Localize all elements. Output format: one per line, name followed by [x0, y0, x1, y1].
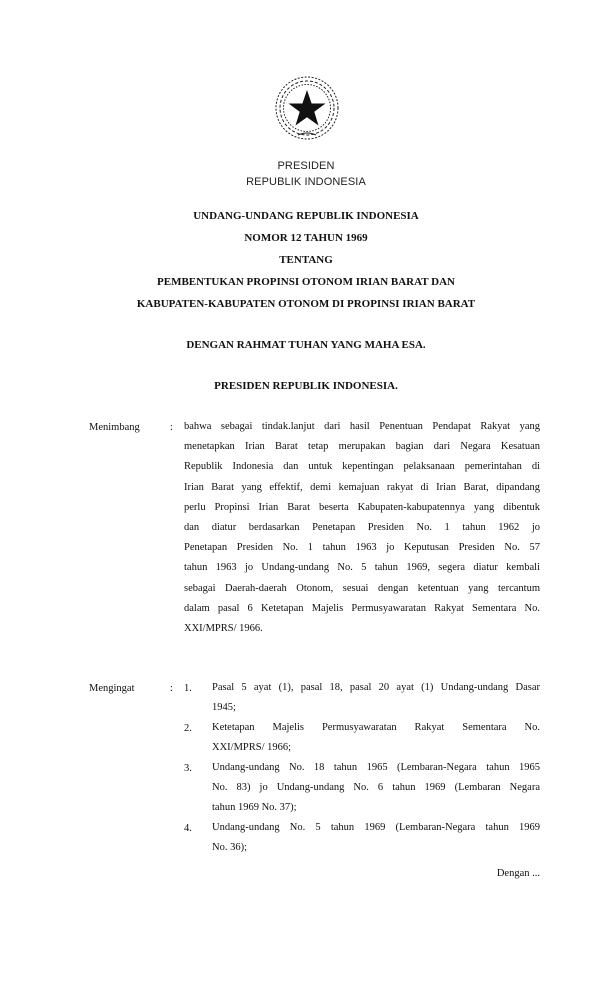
menimbang-line: menetapkan Irian Barat tetap merupakan bagian dari Negara Kesatuan: [184, 441, 540, 453]
mengingat-item: [212, 678, 540, 718]
mengingat-item-number: 4.: [184, 823, 192, 834]
law-subject-line1: PEMBENTUKAN PROPINSI OTONOM IRIAN BARAT DAN: [157, 276, 455, 288]
mengingat-item: [212, 818, 540, 858]
mengingat-item-line: Undang-undang No. 18 tahun 1965 (Lembaran-Negara tahun 1965: [212, 762, 540, 773]
menimbang-paragraph: [184, 417, 540, 639]
menimbang-line: Penetapan Presiden No. 1 tahun 1963 jo Keputusan Presiden No. 57: [184, 542, 540, 554]
law-title: UNDANG-UNDANG REPUBLIK INDONESIA: [193, 210, 419, 222]
menimbang-label: Menimbang: [89, 422, 140, 433]
president-line: PRESIDEN REPUBLIK INDONESIA.: [214, 380, 398, 392]
menimbang-line: perlu Propinsi Irian Barat beserta Kabupaten-kabupatennya yang dibentuk: [184, 501, 540, 513]
mengingat-item-line: No. 83) jo Undang-undang No. 6 tahun 1969 (Lembaran Negara: [212, 782, 540, 794]
mengingat-item-line: No. 36);: [212, 842, 247, 854]
mengingat-colon: :: [170, 683, 173, 694]
header-line-republik: REPUBLIK INDONESIA: [246, 176, 366, 188]
mengingat-item-line: XXI/MPRS/ 1966;: [212, 742, 292, 754]
law-number: NOMOR 12 TAHUN 1969: [244, 232, 368, 244]
menimbang-line: tahun 1963 jo Undang-undang No. 5 tahun 1969, segera diatur kembali: [184, 562, 540, 574]
mengingat-item-line: 1945;: [212, 702, 236, 714]
mengingat-item-line: tahun 1969 No. 37);: [212, 802, 297, 814]
mengingat-item-line: Ketetapan Majelis Permusyawaratan Rakyat Sementara No.: [212, 722, 540, 733]
mengingat-item-line: Undang-undang No. 5 tahun 1969 (Lembaran-Negara tahun 1969: [212, 822, 540, 833]
menimbang-colon: :: [170, 422, 173, 433]
mengingat-label: Mengingat: [89, 683, 135, 694]
mengingat-item: [212, 718, 540, 758]
mengingat-item-line: Pasal 5 ayat (1), pasal 18, pasal 20 ayat (1) Undang-undang Dasar: [212, 682, 540, 693]
menimbang-line: Republik Indonesia dan untuk kepentingan pelaksanaan pemerintahan di: [184, 461, 540, 473]
menimbang-line: Irian Barat yang effektif, demi kemajuan rakyat di Irian Barat, dipandang: [184, 481, 540, 493]
continuation-marker: Dengan ...: [496, 868, 540, 879]
mengingat-item: [212, 758, 540, 819]
menimbang-line: bahwa sebagai tindak.lanjut dari hasil Penentuan Pendapat Rakyat yang: [184, 421, 540, 432]
law-subject-line2: KABUPATEN-KABUPATEN OTONOM DI PROPINSI IRIAN BARAT: [136, 298, 476, 310]
law-tentang: TENTANG: [279, 254, 333, 266]
menimbang-line: sebagai Daerah-daerah Otonom, sesuai dengan ketentuan yang tercantum: [184, 582, 540, 594]
mengingat-item-number: 2.: [184, 723, 192, 734]
menimbang-line: dan diatur berdasarkan Penetapan Presiden No. 1 tahun 1962 jo: [184, 521, 540, 533]
blessing-line: DENGAN RAHMAT TUHAN YANG MAHA ESA.: [186, 339, 426, 351]
menimbang-line: XXI/MPRS/ 1966.: [184, 622, 263, 634]
header-line-presiden: PRESIDEN: [277, 160, 335, 172]
mengingat-item-number: 3.: [184, 763, 192, 774]
presidential-emblem-icon: [272, 73, 342, 143]
menimbang-line: dalam pasal 6 Ketetapan Majelis Permusyawaratan Rakyat Sementara No.: [184, 602, 540, 614]
mengingat-item-number: 1.: [184, 683, 192, 694]
